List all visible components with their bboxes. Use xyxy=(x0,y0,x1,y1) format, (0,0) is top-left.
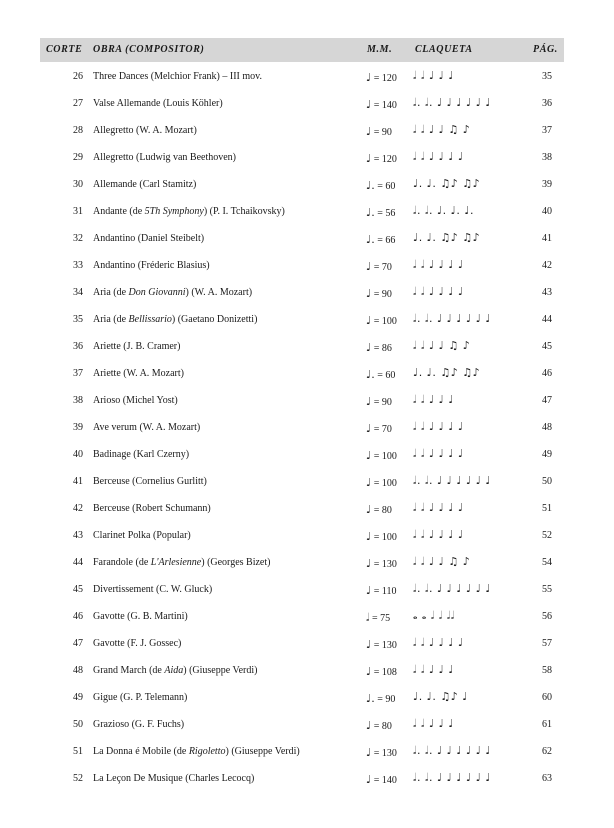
obra-title xyxy=(93,665,258,676)
obra-text: Berceuse (Cornelius Gurlitt) xyxy=(93,476,207,487)
obra-text: Grazioso (G. F. Fuchs) xyxy=(93,719,185,730)
obra-text: Gavotte (G. B. Martini) xyxy=(93,611,188,622)
tempo-note-icon: ♩ xyxy=(366,719,372,732)
table-row xyxy=(40,253,564,280)
corte-number: 41 xyxy=(73,476,83,487)
obra-text: La Leçon De Musique (Charles Lecocq) xyxy=(93,773,255,784)
obra-text: Arioso (Michel Yost) xyxy=(93,395,178,406)
tempo-note-icon: ♩ xyxy=(366,152,372,165)
obra-italic: Rigoletto xyxy=(188,746,226,757)
header-pag: PÁG. xyxy=(533,44,558,55)
tempo-bpm: = 140 xyxy=(371,100,397,111)
page-number: 36 xyxy=(542,98,552,109)
claqueta-rhythm: 𝅗𝅥 𝅗𝅥 ♩ ♩ ♫ ♪ xyxy=(413,123,471,136)
table-row xyxy=(40,226,564,253)
corte-number: 29 xyxy=(73,152,83,163)
tempo-note-icon: ♩. xyxy=(366,692,375,705)
table-row xyxy=(40,712,564,739)
table-row xyxy=(40,739,564,766)
obra-text: Allegretto (Ludwig van Beethoven) xyxy=(93,152,237,163)
obra-text: Ariette (W. A. Mozart) xyxy=(93,368,184,379)
obra-italic: Aida xyxy=(164,665,184,676)
page-number: 50 xyxy=(542,476,552,487)
tempo-bpm: = 70 xyxy=(371,262,392,273)
obra-title xyxy=(93,773,254,784)
obra-italic: 5Th Symphony xyxy=(144,206,204,217)
corte-number: 52 xyxy=(73,773,83,784)
obra-title xyxy=(93,449,189,460)
obra-text: Berceuse (Robert Schumann) xyxy=(93,503,211,514)
table-row xyxy=(40,604,564,631)
tempo-note-icon: ♩ xyxy=(366,395,372,408)
page-number: 49 xyxy=(542,449,552,460)
track-table xyxy=(40,64,564,793)
obra-title xyxy=(93,314,257,325)
page-number: 61 xyxy=(542,719,552,730)
corte-number: 38 xyxy=(73,395,83,406)
page-number: 60 xyxy=(542,692,552,703)
table-row xyxy=(40,280,564,307)
corte-number: 40 xyxy=(73,449,83,460)
obra-text-end: ) (Gaetano Donizetti) xyxy=(171,314,258,325)
obra-text: Gavotte (F. J. Gossec) xyxy=(93,638,182,649)
claqueta-rhythm: 𝅗𝅥 𝅗𝅥 ♩ ♩ ♫ ♪ xyxy=(413,555,471,568)
table-row xyxy=(40,64,564,91)
table-row xyxy=(40,658,564,685)
claqueta-rhythm: 𝅗𝅥 𝅗𝅥 ♩ ♩ ♩ ♩ xyxy=(413,636,464,649)
tempo-note-icon: ♩ xyxy=(366,125,372,138)
tempo-bpm: = 100 xyxy=(371,478,397,489)
header-mm: M.M. xyxy=(367,44,393,55)
tempo-note-icon: ♩ xyxy=(366,476,372,489)
page-number: 46 xyxy=(542,368,552,379)
page-number: 48 xyxy=(542,422,552,433)
corte-number: 44 xyxy=(73,557,83,568)
obra-title xyxy=(93,692,187,703)
obra-text: Andantino (Daniel Steibelt) xyxy=(93,233,205,244)
metronome-mark xyxy=(366,179,395,192)
page-number: 41 xyxy=(542,233,552,244)
table-row xyxy=(40,577,564,604)
obra-text: Farandole (de xyxy=(93,557,151,568)
obra-title xyxy=(93,206,285,217)
obra-title xyxy=(93,98,223,109)
tempo-note-icon: ♩. xyxy=(366,368,375,381)
page-number: 56 xyxy=(542,611,552,622)
obra-title xyxy=(93,476,207,487)
tempo-bpm: = 90 xyxy=(371,397,392,408)
obra-text: Andante (de xyxy=(93,206,145,217)
obra-title xyxy=(93,260,210,271)
metronome-mark xyxy=(366,476,397,489)
tempo-note-icon: ♩ xyxy=(366,530,372,543)
corte-number: 51 xyxy=(73,746,83,757)
corte-number: 32 xyxy=(73,233,83,244)
metronome-mark xyxy=(366,98,397,111)
corte-number: 37 xyxy=(73,368,83,379)
claqueta-rhythm: ♩. ♩. ♫♪ ♫♪ xyxy=(413,366,481,379)
tempo-bpm: = 66 xyxy=(374,235,396,246)
corte-number: 33 xyxy=(73,260,83,271)
obra-text: Clarinet Polka (Popular) xyxy=(93,530,191,541)
table-row xyxy=(40,415,564,442)
claqueta-rhythm: 𝅗𝅥 𝅗𝅥 ♩ ♩ ♩ ♩ xyxy=(413,285,464,298)
tempo-bpm: = 70 xyxy=(371,424,392,435)
page-number: 35 xyxy=(542,71,552,82)
corte-number: 50 xyxy=(73,719,83,730)
metronome-mark xyxy=(366,368,395,381)
tempo-note-icon: ♩ xyxy=(366,98,372,111)
obra-title xyxy=(93,584,212,595)
page-number: 63 xyxy=(542,773,552,784)
claqueta-rhythm: 𝅗𝅥 𝅗𝅥 ♩ ♩ ♩ xyxy=(413,663,455,676)
tempo-bpm: = 60 xyxy=(374,370,396,381)
page-number: 51 xyxy=(542,503,552,514)
metronome-mark xyxy=(366,530,397,543)
obra-text: Andantino (Fréderic Blasius) xyxy=(93,260,210,271)
corte-number: 27 xyxy=(73,98,83,109)
claqueta-rhythm: 𝅗𝅥. 𝅗𝅥. ♩ ♩ ♩ ♩ ♩ ♩ xyxy=(413,312,492,325)
metronome-mark xyxy=(366,341,392,354)
obra-text: Ave verum (W. A. Mozart) xyxy=(93,422,201,433)
tempo-bpm: = 56 xyxy=(374,208,396,219)
tempo-note-icon: ♩ xyxy=(366,638,372,651)
tempo-note-icon: 𝅗𝅥 xyxy=(366,611,370,624)
table-row xyxy=(40,118,564,145)
metronome-mark xyxy=(366,503,392,516)
table-row xyxy=(40,523,564,550)
corte-number: 43 xyxy=(73,530,83,541)
page-number: 42 xyxy=(542,260,552,271)
obra-title xyxy=(93,422,200,433)
obra-title xyxy=(93,530,191,541)
tempo-bpm: = 60 xyxy=(374,181,396,192)
metronome-mark xyxy=(366,584,396,597)
metronome-mark xyxy=(366,692,395,705)
tempo-note-icon: ♩ xyxy=(366,665,372,678)
obra-title xyxy=(93,638,181,649)
claqueta-rhythm: 𝅗𝅥 𝅗𝅥 ♩ ♩ ♩ ♩ xyxy=(413,447,464,460)
obra-text-end: ) (P. I. Tchaikovsky) xyxy=(203,206,285,217)
tempo-bpm: = 90 xyxy=(371,127,392,138)
table-row xyxy=(40,631,564,658)
obra-text-end: ) (Giuseppe Verdi) xyxy=(183,665,258,676)
table-row xyxy=(40,496,564,523)
corte-number: 28 xyxy=(73,125,83,136)
metronome-mark xyxy=(366,260,392,273)
obra-text: Aria (de xyxy=(93,287,129,298)
tempo-note-icon: ♩ xyxy=(366,773,372,786)
tempo-note-icon: ♩ xyxy=(366,557,372,570)
tempo-note-icon: ♩ xyxy=(366,260,372,273)
tempo-bpm: = 100 xyxy=(371,316,397,327)
metronome-mark xyxy=(366,665,397,678)
corte-number: 48 xyxy=(73,665,83,676)
metronome-mark xyxy=(366,233,395,246)
obra-title xyxy=(93,341,180,352)
metronome-mark xyxy=(366,395,392,408)
table-row xyxy=(40,388,564,415)
table-header xyxy=(40,38,564,62)
table-row xyxy=(40,469,564,496)
obra-text: Allegretto (W. A. Mozart) xyxy=(93,125,197,136)
corte-number: 49 xyxy=(73,692,83,703)
obra-title xyxy=(93,152,236,163)
header-obra: OBRA (COMPOSITOR) xyxy=(93,44,205,55)
claqueta-rhythm: ♩. ♩. ♫♪ ♫♪ xyxy=(413,177,481,190)
obra-text: Valse Allemande (Louis Köhler) xyxy=(93,98,223,109)
table-row xyxy=(40,307,564,334)
corte-number: 36 xyxy=(73,341,83,352)
tempo-bpm: = 100 xyxy=(371,532,397,543)
obra-text: Divertissement (C. W. Gluck) xyxy=(93,584,213,595)
table-row xyxy=(40,442,564,469)
tempo-note-icon: ♩. xyxy=(366,206,375,219)
tempo-note-icon: ♩ xyxy=(366,71,372,84)
tempo-bpm: = 130 xyxy=(371,640,397,651)
page-number: 45 xyxy=(542,341,552,352)
metronome-mark xyxy=(366,206,395,219)
metronome-mark xyxy=(366,449,397,462)
metronome-mark xyxy=(366,638,397,651)
claqueta-rhythm: 𝅗𝅥 𝅗𝅥 ♩ ♩ ♫ ♪ xyxy=(413,339,471,352)
claqueta-rhythm: ♩. ♩. ♫♪ ♩ xyxy=(413,690,468,703)
tempo-bpm: = 120 xyxy=(371,154,397,165)
tempo-bpm: = 108 xyxy=(371,667,397,678)
claqueta-rhythm: 𝅗𝅥 𝅗𝅥 ♩ ♩ ♩ ♩ xyxy=(413,150,464,163)
obra-text: Allemande (Carl Stamitz) xyxy=(93,179,197,190)
claqueta-rhythm: 𝅝 𝅝 𝅗𝅥 𝅗𝅥 𝅗𝅥𝅗𝅥 xyxy=(413,609,455,622)
claqueta-rhythm: 𝅗𝅥 𝅗𝅥 ♩ ♩ ♩ xyxy=(413,393,455,406)
table-row xyxy=(40,334,564,361)
claqueta-rhythm: 𝅗𝅥 𝅗𝅥 ♩ ♩ ♩ ♩ xyxy=(413,258,464,271)
table-row xyxy=(40,199,564,226)
metronome-mark xyxy=(366,314,397,327)
corte-number: 39 xyxy=(73,422,83,433)
tempo-note-icon: ♩ xyxy=(366,422,372,435)
page-number: 39 xyxy=(542,179,552,190)
claqueta-rhythm: 𝅗𝅥 𝅗𝅥 ♩ ♩ ♩ ♩ xyxy=(413,420,464,433)
claqueta-rhythm: 𝅗𝅥. 𝅗𝅥. ♩ ♩ ♩ ♩ ♩ ♩ xyxy=(413,96,492,109)
claqueta-rhythm: 𝅗𝅥 𝅗𝅥 ♩ ♩ ♩ ♩ xyxy=(413,501,464,514)
table-row xyxy=(40,685,564,712)
obra-italic: L'Arlesienne xyxy=(150,557,202,568)
page-number: 47 xyxy=(542,395,552,406)
obra-title xyxy=(93,125,197,136)
tempo-note-icon: ♩ xyxy=(366,287,372,300)
page-number: 62 xyxy=(542,746,552,757)
obra-text: Gigue (G. P. Telemann) xyxy=(93,692,188,703)
tempo-note-icon: ♩ xyxy=(366,449,372,462)
corte-number: 42 xyxy=(73,503,83,514)
table-row xyxy=(40,172,564,199)
tempo-bpm: = 86 xyxy=(371,343,392,354)
page-number: 57 xyxy=(542,638,552,649)
metronome-mark xyxy=(366,719,392,732)
corte-number: 31 xyxy=(73,206,83,217)
page-number: 43 xyxy=(542,287,552,298)
claqueta-rhythm: ♩. ♩. ♫♪ ♫♪ xyxy=(413,231,481,244)
claqueta-rhythm: 𝅗𝅥. 𝅗𝅥. ♩ ♩ ♩ ♩ ♩ ♩ xyxy=(413,771,492,784)
obra-title xyxy=(93,179,196,190)
obra-text-end: ) (W. A. Mozart) xyxy=(185,287,253,298)
corte-number: 26 xyxy=(73,71,83,82)
page-number: 40 xyxy=(542,206,552,217)
obra-text: Ariette (J. B. Cramer) xyxy=(93,341,181,352)
metronome-mark xyxy=(366,125,392,138)
page-number: 37 xyxy=(542,125,552,136)
page-number: 54 xyxy=(542,557,552,568)
tempo-bpm: = 120 xyxy=(371,73,397,84)
tempo-bpm: = 100 xyxy=(371,451,397,462)
tempo-note-icon: ♩. xyxy=(366,233,375,246)
obra-title xyxy=(93,611,188,622)
obra-title xyxy=(93,503,211,514)
metronome-mark xyxy=(366,557,397,570)
claqueta-rhythm: 𝅗𝅥. 𝅗𝅥. ♩ ♩ ♩ ♩ ♩ ♩ xyxy=(413,744,492,757)
metronome-mark xyxy=(366,611,390,625)
obra-title xyxy=(93,557,270,568)
tempo-note-icon: ♩. xyxy=(366,179,375,192)
metronome-mark xyxy=(366,152,397,165)
obra-title xyxy=(93,719,184,730)
page-number: 55 xyxy=(542,584,552,595)
metronome-mark xyxy=(366,422,392,435)
header-corte: CORTE xyxy=(46,44,83,55)
obra-italic: Bellissario xyxy=(128,314,172,325)
page-number: 44 xyxy=(542,314,552,325)
corte-number: 30 xyxy=(73,179,83,190)
tempo-note-icon: ♩ xyxy=(366,746,372,759)
claqueta-rhythm: 𝅗𝅥. 𝅗𝅥. ♩. ♩. ♩. xyxy=(413,204,475,217)
claqueta-rhythm: 𝅗𝅥. 𝅗𝅥. ♩ ♩ ♩ ♩ ♩ ♩ xyxy=(413,474,492,487)
tempo-note-icon: ♩ xyxy=(366,584,372,597)
tempo-bpm: = 110 xyxy=(371,586,397,597)
corte-number: 47 xyxy=(73,638,83,649)
obra-title xyxy=(93,395,178,406)
metronome-mark xyxy=(366,773,397,786)
tempo-bpm: = 90 xyxy=(371,289,392,300)
table-row xyxy=(40,550,564,577)
obra-title xyxy=(93,71,262,82)
tempo-bpm: = 80 xyxy=(371,505,392,516)
corte-number: 45 xyxy=(73,584,83,595)
table-row xyxy=(40,91,564,118)
tempo-bpm: = 80 xyxy=(371,721,392,732)
tempo-bpm: = 140 xyxy=(371,775,397,786)
obra-title xyxy=(93,233,204,244)
tempo-bpm: = 75 xyxy=(369,613,391,624)
claqueta-rhythm: 𝅗𝅥 𝅗𝅥 ♩ ♩ ♩ xyxy=(413,69,455,82)
page-number: 38 xyxy=(542,152,552,163)
obra-title xyxy=(93,368,184,379)
table-row xyxy=(40,766,564,793)
corte-number: 46 xyxy=(73,611,83,622)
obra-title xyxy=(93,287,252,298)
obra-text-end: ) (Georges Bizet) xyxy=(201,557,271,568)
obra-text: Badinage (Karl Czerny) xyxy=(93,449,190,460)
obra-text: Three Dances (Melchior Frank) – III mov. xyxy=(93,71,263,82)
header-claqueta: CLAQUETA xyxy=(415,44,473,55)
obra-text: Grand March (de xyxy=(93,665,165,676)
page-number: 58 xyxy=(542,665,552,676)
tempo-note-icon: ♩ xyxy=(366,503,372,516)
table-row xyxy=(40,145,564,172)
obra-text: La Donna é Mobile (de xyxy=(93,746,189,757)
tempo-bpm: = 130 xyxy=(371,748,397,759)
obra-title xyxy=(93,746,300,757)
tempo-bpm: = 90 xyxy=(374,694,396,705)
metronome-mark xyxy=(366,71,397,84)
page-number: 52 xyxy=(542,530,552,541)
claqueta-rhythm: 𝅗𝅥 𝅗𝅥 ♩ ♩ ♩ ♩ xyxy=(413,528,464,541)
claqueta-rhythm: 𝅗𝅥 𝅗𝅥 ♩ ♩ ♩ xyxy=(413,717,455,730)
tempo-note-icon: ♩ xyxy=(366,314,372,327)
metronome-mark xyxy=(366,746,397,759)
tempo-bpm: = 130 xyxy=(371,559,397,570)
claqueta-rhythm: 𝅗𝅥. 𝅗𝅥. ♩ ♩ ♩ ♩ ♩ ♩ xyxy=(413,582,492,595)
metronome-mark xyxy=(366,287,392,300)
tempo-note-icon: ♩ xyxy=(366,341,372,354)
corte-number: 35 xyxy=(73,314,83,325)
obra-text: Aria (de xyxy=(93,314,129,325)
obra-text-end: ) (Giuseppe Verdi) xyxy=(225,746,300,757)
corte-number: 34 xyxy=(73,287,83,298)
table-row xyxy=(40,361,564,388)
obra-italic: Don Giovanni xyxy=(128,287,186,298)
